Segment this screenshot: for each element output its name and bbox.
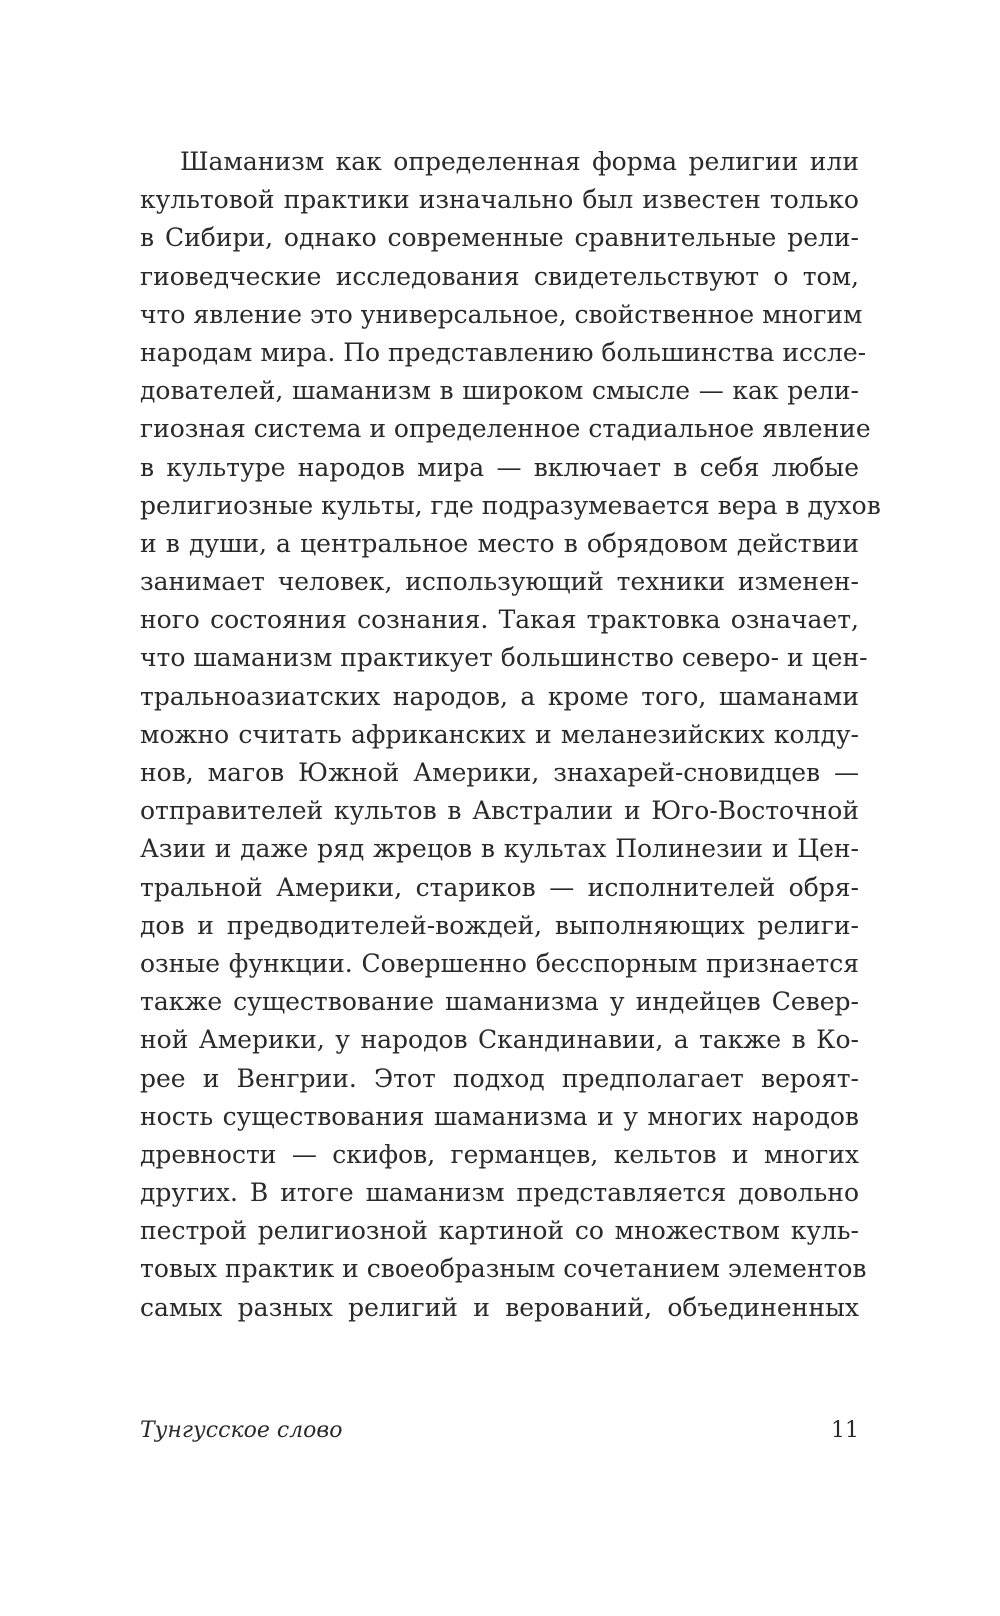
- paragraph-line: дователей, шаманизм в широком смысле — как рели-: [140, 376, 859, 406]
- page-number: 11: [831, 1418, 859, 1443]
- paragraph-line: древности — скифов, германцев, кельтов и многих: [140, 1139, 859, 1169]
- paragraph-line: Шаманизм как определенная форма религии или: [180, 147, 859, 176]
- paragraph-line: религиозные культы, где подразумевается вера в духов: [140, 490, 881, 520]
- paragraph-line: других. В итоге шаманизм представляется довольно: [140, 1178, 859, 1208]
- paragraph-line: рее и Венгрии. Этот подход предполагает вероят-: [140, 1063, 859, 1093]
- paragraph-line: пестрой религиозной картиной со множеством куль-: [140, 1216, 859, 1246]
- paragraph-line: отправителей культов в Австралии и Юго-Восточной: [140, 796, 859, 826]
- paragraph-line: в Сибири, однако современные сравнительные рели-: [140, 223, 859, 253]
- paragraph-line: также существование шаманизма у индейцев Север-: [140, 987, 859, 1017]
- paragraph-line: тральной Америки, стариков — исполнителей обря-: [140, 872, 859, 902]
- paragraph-line: товых практик и своеобразным сочетанием элементов: [140, 1254, 867, 1284]
- body-paragraph: [140, 143, 881, 1327]
- paragraph-line: Азии и даже ряд жрецов в культах Полинезии и Цен-: [140, 834, 859, 864]
- paragraph-line: гиозная система и определенное стадиальное явление: [140, 414, 871, 444]
- running-footer-title: Тунгусское слово: [140, 1418, 343, 1443]
- paragraph-line: озные функции. Совершенно бесспорным признается: [140, 948, 859, 978]
- paragraph-line: гиоведческие исследования свидетельствуют о том,: [140, 261, 859, 291]
- paragraph-line: ность существования шаманизма и у многих народов: [140, 1101, 859, 1131]
- paragraph-line: народам мира. По представлению большинства иссле-: [140, 337, 867, 367]
- paragraph-line: культовой практики изначально был известен только: [140, 185, 859, 215]
- paragraph-line: можно считать африканских и меланезийских колду-: [140, 719, 859, 749]
- paragraph-line: самых разных религий и верований, объединенных: [140, 1292, 859, 1322]
- paragraph-line: ной Америки, у народов Скандинавии, а также в Ко-: [140, 1025, 859, 1055]
- paragraph-line: в культуре народов мира — включает в себя любые: [140, 452, 859, 482]
- paragraph-line: дов и предводителей-вождей, выполняющих религи-: [140, 910, 859, 940]
- paragraph-line: тральноазиатских народов, а кроме того, шаманами: [140, 681, 859, 711]
- paragraph-line: и в души, а центральное место в обрядовом действии: [140, 528, 859, 558]
- paragraph-line: нов, магов Южной Америки, знахарей-сновидцев —: [140, 758, 859, 787]
- paragraph-line: что явление это универсальное, свойственное многим: [140, 299, 863, 329]
- paragraph-line: ного состояния сознания. Такая трактовка означает,: [140, 605, 859, 635]
- paragraph-line: что шаманизм практикует большинство северо- и цен-: [140, 643, 868, 673]
- paragraph-line: занимает человек, использующий техники изменен-: [140, 567, 859, 597]
